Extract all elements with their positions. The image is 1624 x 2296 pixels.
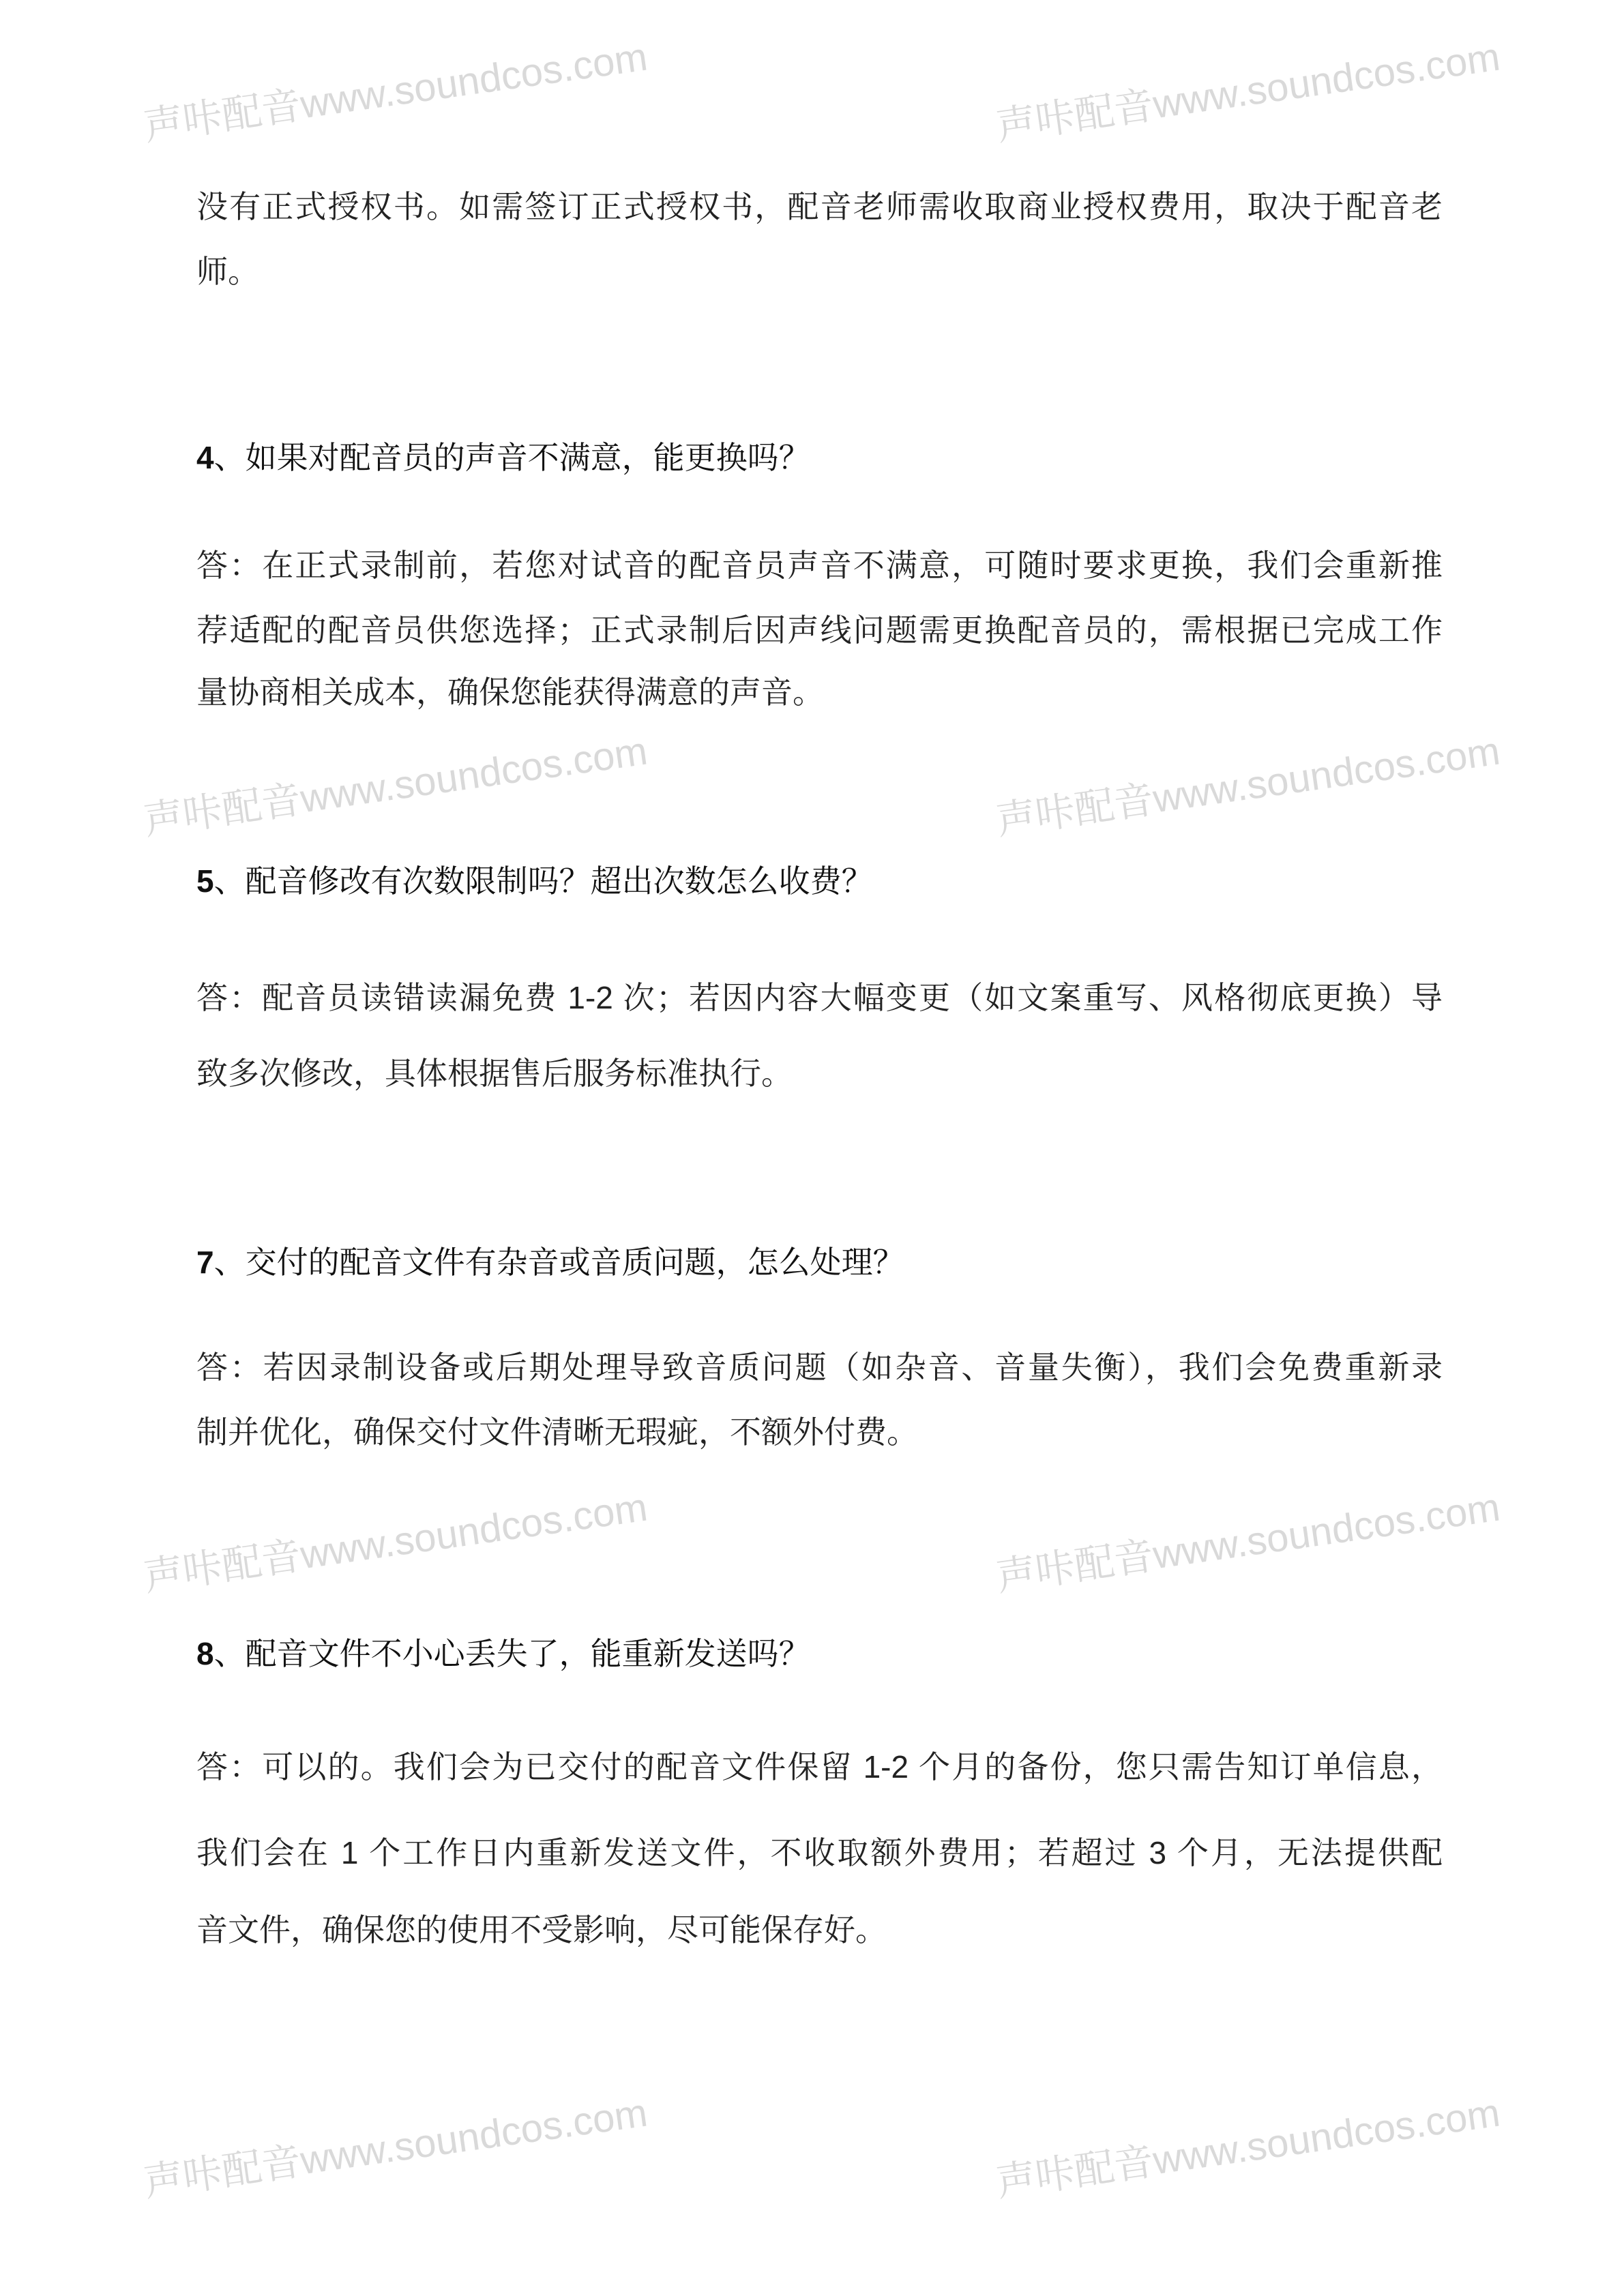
question-text: 、交付的配音文件有杂音或音质问题，怎么处理？ [213,1244,904,1280]
question-text: 、配音修改有次数限制吗？超出次数怎么收费？ [213,863,873,899]
question-number: 4 [196,440,214,475]
answer-line: 答：配音员读错读漏免费 1-2 次；若因内容大幅变更（如文案重写、风格彻底更换）导 [196,980,1443,1015]
answer-line: 答：可以的。我们会为已交付的配音文件保留 1-2 个月的备份，您只需告知订单信息， [196,1749,1443,1785]
watermark: 声咔配音www.soundcos.com [141,34,651,149]
watermark: 声咔配音www.soundcos.com [141,2090,651,2205]
question-text: 、配音文件不小心丢失了，能重新发送吗？ [213,1636,810,1671]
faq-question [196,437,1443,478]
watermark: 声咔配音www.soundcos.com [993,2090,1503,2205]
watermark: 声咔配音www.soundcos.com [141,728,651,844]
question-number: 5 [196,863,214,899]
answer-line: 制并优化，确保交付文件清晰无瑕疵，不额外付费。 [196,1414,918,1450]
watermark: 声咔配音www.soundcos.com [993,34,1503,149]
question-number: 8 [196,1636,214,1671]
answer-line: 答：在正式录制前，若您对试音的配音员声音不满意，可随时要求更换，我们会重新推 [196,548,1443,583]
answer-line: 致多次修改，具体根据售后服务标准执行。 [196,1056,793,1091]
answer-line: 荐适配的配音员供您选择；正式录制后因声线问题需更换配音员的，需根据已完成工作 [196,612,1443,648]
answer-line: 音文件，确保您的使用不受影响，尽可能保存好。 [196,1912,887,1948]
answer-line: 答：若因录制设备或后期处理导致音质问题（如杂音、音量失衡），我们会免费重新录 [196,1350,1443,1385]
paragraph-line: 没有正式授权书。如需签订正式授权书，配音老师需收取商业授权费用，取决于配音老 [196,189,1443,224]
faq-question [196,1633,1443,1674]
watermark: 声咔配音www.soundcos.com [993,728,1503,844]
paragraph-line: 师。 [196,254,259,289]
question-text: 、如果对配音员的声音不满意，能更换吗？ [213,440,810,475]
answer-line: 量协商相关成本，确保您能获得满意的声音。 [196,674,824,710]
question-number: 7 [196,1244,214,1280]
watermark: 声咔配音www.soundcos.com [993,1485,1503,1600]
watermark: 声咔配音www.soundcos.com [141,1485,651,1600]
faq-question [196,861,1443,901]
answer-line: 我们会在 1 个工作日内重新发送文件，不收取额外费用；若超过 3 个月，无法提供配 [196,1835,1443,1870]
faq-question [196,1242,1443,1283]
